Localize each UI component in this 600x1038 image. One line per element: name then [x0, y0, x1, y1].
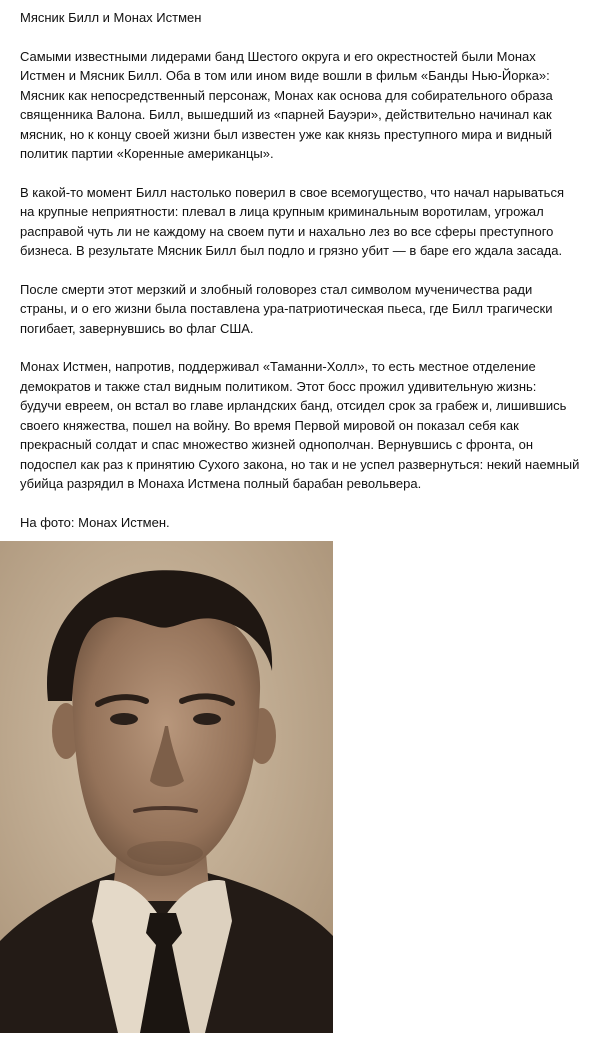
article-paragraph-1: Самыми известными лидерами банд Шестого округа и его окрестностей были Монах Истмен и Мясник Билл. Оба в том или ином виде вошли в фильм «Банды Нью-Йорка»: Мясник как непосредственный персонаж, Монах как основа для собирательного образа священника Валона. Билл, вышедший из «парней Бауэри», действительно начинал как мясник, но к концу своей жизни был известен уже как князь преступного мира и видный политик партии «Коренные американцы». — [20, 48, 553, 161]
article-paragraph-4: Монах Истмен, напротив, поддерживал «Таманни-Холл», то есть местное отделение демократов и также стал видным политиком. Этот босс прожил удивительную жизнь: будучи евреем, он встал во главе ирландских банд, отсидел срок за грабеж и, лишившись своего княжества, пошел на войну. Во время Первой мировой он показал себя как прекрасный солдат и спас множество жизней однополчан. Вернувшись с фронта, он подоспел как раз к принятию Сухого закона, но так и не успел развернуться: некий наемный убийца разрядил в Монаха Истмена полный барабан револьвера. — [20, 359, 580, 491]
article-paragraph-3: После смерти этот мерзкий и злобный головорез стал символом мученичества ради страны, и о его жизни была поставлена ура-патриотическая пьеса, где Билл трагически погибает, завернувшись во флаг США. — [20, 281, 553, 336]
photo-eye-right — [193, 713, 221, 725]
photo-caption: На фото: Монах Истмен. — [20, 514, 170, 530]
portrait-illustration — [0, 541, 333, 1033]
article-paragraph-2: В какой-то момент Билл настолько поверил в свое всемогущество, что начал нарываться на крупные неприятности: плевал в лица крупным криминальным воротилам, угрожал расправой чуть ли не каждому на своем пути и нахально лез во все сферы преступного бизнеса. В результате Мясник Билл был подло и грязно убит — в баре его ждала засада. — [20, 184, 564, 258]
photo-chin-shadow — [127, 841, 203, 865]
photo-eye-left — [110, 713, 138, 725]
portrait-photo — [0, 541, 333, 1033]
article-title: Мясник Билл и Монах Истмен — [20, 10, 202, 25]
article — [20, 0, 580, 532]
